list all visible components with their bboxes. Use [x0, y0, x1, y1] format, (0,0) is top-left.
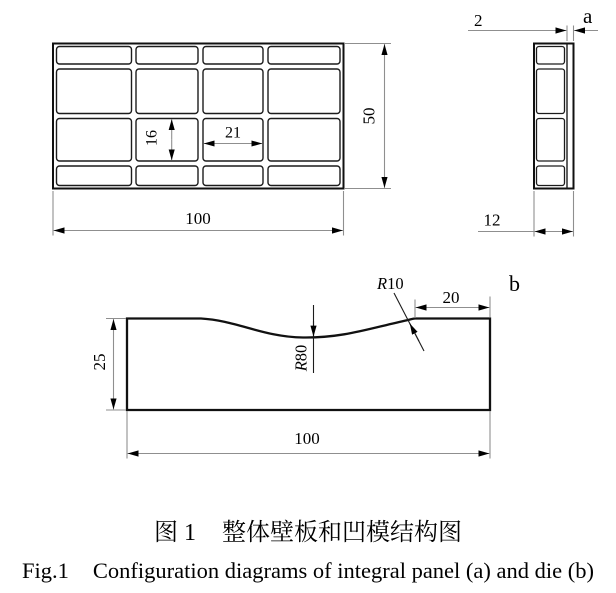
radius-small-prefix: R [377, 274, 388, 293]
die-flat-dimension-label: 20 [442, 288, 460, 307]
die-height-dimension-label: 25 [90, 353, 109, 371]
figure-caption-english [0, 558, 616, 584]
view-a-label: a [583, 4, 593, 28]
pocket-height-dimension-label: 16 [143, 130, 161, 146]
die-view [90, 271, 520, 459]
panel-front-outline [53, 44, 344, 189]
pocket-width-dimension-label: 21 [225, 124, 241, 142]
figure-number-zh: 图 1 [154, 520, 196, 546]
panel-front-view [53, 44, 391, 236]
figure-title-zh: 整体壁板和凹模结构图 [222, 520, 462, 546]
radius-large-label [292, 345, 311, 373]
panel-height-dimension-label: 50 [359, 107, 379, 125]
panel-width-dimension-label: 100 [185, 209, 211, 228]
view-b-label: b [509, 271, 520, 296]
panel-depth-dimension-label: 12 [483, 210, 501, 230]
dim-die-height [106, 319, 126, 411]
radius-large-value: 80 [291, 344, 311, 362]
radius-large-prefix: R [291, 361, 311, 372]
figure-caption-chinese [0, 512, 616, 547]
die-width-dimension-label: 100 [294, 429, 320, 448]
dim-skin-thickness [468, 26, 598, 42]
figure-title-en: Configuration diagrams of integral panel (a) and die (b) [92, 558, 594, 583]
radius-small-label [376, 274, 404, 293]
figure-number-en: Fig.1 [22, 558, 69, 583]
radius-small-value: 10 [387, 274, 404, 293]
panel-side-view [468, 4, 598, 237]
skin-thickness-dimension-label: 2 [474, 11, 483, 30]
